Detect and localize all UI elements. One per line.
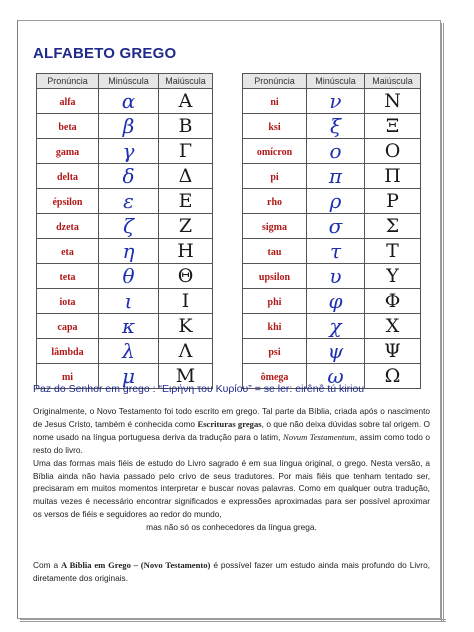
pronunciation-cell: ksi — [268, 122, 281, 133]
body-text — [33, 405, 430, 534]
uppercase-letter: Ε — [178, 190, 193, 212]
lowercase-letter-cell — [307, 189, 365, 214]
uppercase-letter: Υ — [386, 265, 399, 287]
lowercase-letter: γ — [122, 139, 135, 163]
uppercase-letter-cell — [159, 114, 213, 139]
pronunciation-cell-cell — [37, 339, 99, 364]
lowercase-letter-cell — [99, 289, 159, 314]
uppercase-letter: Ν — [384, 90, 401, 112]
table-header-row — [243, 74, 421, 89]
lowercase-letter: μ — [122, 364, 135, 388]
uppercase-letter: Λ — [178, 340, 193, 362]
table-row — [243, 339, 421, 364]
uppercase-letter-cell — [159, 89, 213, 114]
lowercase-letter: λ — [122, 339, 135, 363]
closing-text-c: é possível fazer um estudo ainda mais profundo do Livro, diretamente dos originais. — [33, 560, 430, 583]
lowercase-letter: π — [328, 164, 343, 188]
lowercase-letter: ζ — [123, 214, 134, 238]
lowercase-letter: κ — [121, 314, 136, 338]
paragraph-closing — [33, 559, 430, 585]
uppercase-letter-cell — [365, 164, 421, 189]
pronunciation-cell: teta — [59, 272, 76, 283]
uppercase-letter-cell — [365, 239, 421, 264]
pronunciation-cell: gama — [55, 147, 80, 158]
table-row — [37, 289, 213, 314]
lowercase-letter-cell — [99, 314, 159, 339]
uppercase-letter-cell — [159, 314, 213, 339]
pronunciation-cell-cell — [243, 289, 307, 314]
page-title: ALFABETO GREGO — [33, 45, 177, 62]
table-row — [37, 339, 213, 364]
table-row — [243, 89, 421, 114]
header-pronunciation: Pronúncia — [243, 74, 307, 89]
header-lowercase: Minúscula — [99, 74, 159, 89]
pronunciation-cell: tau — [267, 247, 282, 258]
pronunciation-cell-cell — [37, 114, 99, 139]
table-row — [37, 214, 213, 239]
uppercase-letter-cell — [365, 314, 421, 339]
table-row — [37, 114, 213, 139]
lowercase-letter-cell — [307, 89, 365, 114]
lowercase-letter-cell — [307, 114, 365, 139]
lowercase-letter-cell — [99, 214, 159, 239]
lowercase-letter-cell — [99, 89, 159, 114]
table-row — [243, 214, 421, 239]
pronunciation-cell: omícron — [256, 147, 293, 158]
lowercase-letter-cell — [99, 239, 159, 264]
lowercase-letter-cell — [99, 114, 159, 139]
pronunciation-cell-cell — [37, 164, 99, 189]
uppercase-letter: Φ — [384, 290, 401, 312]
pronunciation-cell-cell — [37, 189, 99, 214]
lowercase-letter: ρ — [329, 189, 342, 213]
lowercase-letter: ω — [327, 364, 344, 388]
paragraph-study: Uma das formas mais fiéis de estudo do Livro sagrado é em sua língua original, o grego. Nesta versão, a Bíblia ainda não havia passado pelo crivo de seus tradutores. Por mais fiéis que tenham tentado ser, precisaram em muitos momentos interpretar e buscar novas palavras. Como em qualquer outra tradução, muitas vezes é necessário encontrar significados e expressões aproximadas para ser possível aproximar os versos de fiéis e seguidores ao redor do mundo, — [33, 457, 430, 520]
uppercase-letter-cell — [365, 89, 421, 114]
lowercase-letter: ν — [329, 89, 342, 113]
pronunciation-cell-cell — [243, 89, 307, 114]
pronunciation-cell-cell — [243, 139, 307, 164]
alphabet-table-right — [242, 73, 421, 389]
pronunciation-cell-cell — [243, 214, 307, 239]
lowercase-letter: ι — [124, 289, 133, 313]
table-row — [243, 114, 421, 139]
lowercase-letter-cell — [99, 189, 159, 214]
uppercase-letter: Ρ — [386, 190, 399, 212]
uppercase-letter: Ψ — [384, 340, 401, 362]
pronunciation-cell: alfa — [59, 97, 76, 108]
pronunciation-cell-cell — [243, 114, 307, 139]
pronunciation-cell: ômega — [260, 372, 289, 383]
para1-text-a: Originalmente, o Novo Testamento foi todo escrito em grego. Tal parte da Bíblia, criada após o nascimento de Jesus Cristo, também é conhecida como — [33, 406, 430, 429]
uppercase-letter-cell — [365, 214, 421, 239]
uppercase-letter-cell — [159, 339, 213, 364]
page-shadow-right — [441, 23, 444, 622]
lowercase-letter: ξ — [329, 114, 341, 138]
lowercase-letter: β — [122, 114, 135, 138]
closing-text-a: Com a — [33, 560, 62, 570]
pronunciation-cell: psi — [268, 347, 281, 358]
lowercase-letter: υ — [329, 264, 342, 288]
uppercase-letter-cell — [159, 214, 213, 239]
pronunciation-cell-cell — [243, 164, 307, 189]
lowercase-letter: ψ — [327, 339, 344, 363]
header-pronunciation: Pronúncia — [37, 74, 99, 89]
pronunciation-cell-cell — [37, 314, 99, 339]
pronunciation-cell-cell — [37, 139, 99, 164]
uppercase-letter-cell — [159, 289, 213, 314]
uppercase-letter: Κ — [178, 315, 193, 337]
lowercase-letter-cell — [99, 164, 159, 189]
pronunciation-cell: eta — [61, 247, 74, 258]
table-row — [243, 189, 421, 214]
lowercase-letter-cell — [307, 164, 365, 189]
pronunciation-cell-cell — [243, 314, 307, 339]
uppercase-letter: Ζ — [178, 215, 193, 237]
pronunciation-cell: iota — [59, 297, 76, 308]
uppercase-letter-cell — [365, 289, 421, 314]
pronunciation-cell: beta — [58, 122, 77, 133]
pronunciation-cell: rho — [267, 197, 282, 208]
table-row — [37, 139, 213, 164]
lowercase-letter: ο — [329, 139, 342, 163]
uppercase-letter-cell — [365, 114, 421, 139]
closing-bible-title: A Bíblia em Grego – (Novo Testamento) — [61, 560, 211, 570]
page-shadow-bottom — [20, 619, 446, 622]
paragraph-origin — [33, 405, 430, 457]
uppercase-letter: Η — [177, 240, 194, 262]
pronunciation-cell: lâmbda — [51, 347, 84, 358]
table-row — [243, 139, 421, 164]
uppercase-letter: Σ — [385, 215, 400, 237]
pronunciation-cell: phi — [267, 297, 282, 308]
pronunciation-cell: ni — [270, 97, 279, 108]
lowercase-letter-cell — [99, 339, 159, 364]
lowercase-letter-cell — [307, 314, 365, 339]
uppercase-letter-cell — [159, 139, 213, 164]
lowercase-letter-cell — [307, 339, 365, 364]
pronunciation-cell-cell — [243, 339, 307, 364]
uppercase-letter-cell — [365, 264, 421, 289]
pronunciation-cell-cell — [243, 189, 307, 214]
uppercase-letter: Β — [178, 115, 193, 137]
lowercase-letter: δ — [122, 164, 135, 188]
pronunciation-cell: delta — [56, 172, 79, 183]
lowercase-letter-cell — [307, 214, 365, 239]
pronunciation-cell-cell — [37, 264, 99, 289]
table-header-row — [37, 74, 213, 89]
pronunciation-cell-cell — [37, 239, 99, 264]
lowercase-letter-cell — [307, 264, 365, 289]
uppercase-letter-cell — [159, 239, 213, 264]
uppercase-letter-cell — [365, 339, 421, 364]
uppercase-letter: Ι — [181, 290, 190, 312]
uppercase-letter: Θ — [177, 265, 194, 287]
pronunciation-cell-cell — [37, 89, 99, 114]
pronunciation-cell: mi — [61, 372, 74, 383]
header-lowercase: Minúscula — [307, 74, 365, 89]
pronunciation-cell: pi — [270, 172, 279, 183]
uppercase-letter-cell — [159, 189, 213, 214]
para1-escrituras: Escrituras gregas — [197, 418, 262, 429]
uppercase-letter: Π — [384, 165, 401, 187]
lowercase-letter-cell — [99, 264, 159, 289]
paragraph-study-end: mas não só os conhecedores da língua grega. — [146, 522, 317, 533]
lowercase-letter: ε — [123, 189, 134, 213]
pronunciation-cell: épsilon — [52, 197, 83, 208]
para1-text-c: , o que não deixa dúvidas sobre tal origem. O nome usado na língua portuguesa deriva da tradução para o latim, — [33, 418, 431, 442]
pronunciation-cell: dzeta — [56, 222, 79, 233]
pronunciation-cell: upsilon — [258, 272, 291, 283]
table-row — [37, 189, 213, 214]
header-uppercase: Maiúscula — [365, 74, 421, 89]
table-row — [37, 239, 213, 264]
uppercase-letter-cell — [159, 164, 213, 189]
lowercase-letter-cell — [307, 139, 365, 164]
uppercase-letter: Γ — [178, 140, 193, 162]
pronunciation-cell-cell — [243, 264, 307, 289]
table-row — [243, 314, 421, 339]
table-row — [243, 289, 421, 314]
pronunciation-cell-cell — [37, 289, 99, 314]
uppercase-letter: Τ — [386, 240, 399, 262]
lowercase-letter: α — [121, 89, 136, 113]
para1-novum: Novum Testamentum — [282, 431, 355, 442]
uppercase-letter: Δ — [178, 165, 193, 187]
alphabet-table-left — [36, 73, 213, 389]
table-row — [37, 264, 213, 289]
lowercase-letter-cell — [307, 289, 365, 314]
pronunciation-cell: sigma — [262, 222, 287, 233]
pronunciation-cell: capa — [57, 322, 78, 333]
uppercase-letter: Χ — [385, 315, 400, 337]
pronunciation-cell: khi — [267, 322, 282, 333]
para1-text-e: , assim como todo o resto do livro. — [33, 431, 431, 455]
uppercase-letter: Μ — [175, 365, 196, 387]
table-row — [37, 89, 213, 114]
lowercase-letter-cell — [99, 139, 159, 164]
header-uppercase: Maiúscula — [159, 74, 213, 89]
uppercase-letter: Α — [178, 90, 193, 112]
table-row — [37, 314, 213, 339]
lowercase-letter: η — [122, 239, 135, 263]
pronunciation-cell-cell — [243, 239, 307, 264]
uppercase-letter-cell — [159, 264, 213, 289]
uppercase-letter-cell — [365, 139, 421, 164]
uppercase-letter: Ο — [384, 140, 401, 162]
lowercase-letter: θ — [122, 264, 135, 288]
uppercase-letter: Ω — [384, 365, 401, 387]
lowercase-letter: τ — [329, 239, 342, 263]
table-row — [243, 264, 421, 289]
table-row — [243, 164, 421, 189]
lowercase-letter-cell — [307, 239, 365, 264]
pronunciation-cell-cell — [37, 214, 99, 239]
uppercase-letter: Ξ — [385, 115, 400, 137]
table-row — [243, 239, 421, 264]
lowercase-letter: φ — [328, 289, 343, 313]
table-row — [37, 164, 213, 189]
lowercase-letter: σ — [328, 214, 343, 238]
greek-greeting: Paz do Senhor em grego : “Ειρήνη του Κυρίου” = se ler: eirênê tú kiriou — [33, 383, 365, 395]
uppercase-letter-cell — [365, 189, 421, 214]
lowercase-letter: χ — [329, 314, 342, 338]
